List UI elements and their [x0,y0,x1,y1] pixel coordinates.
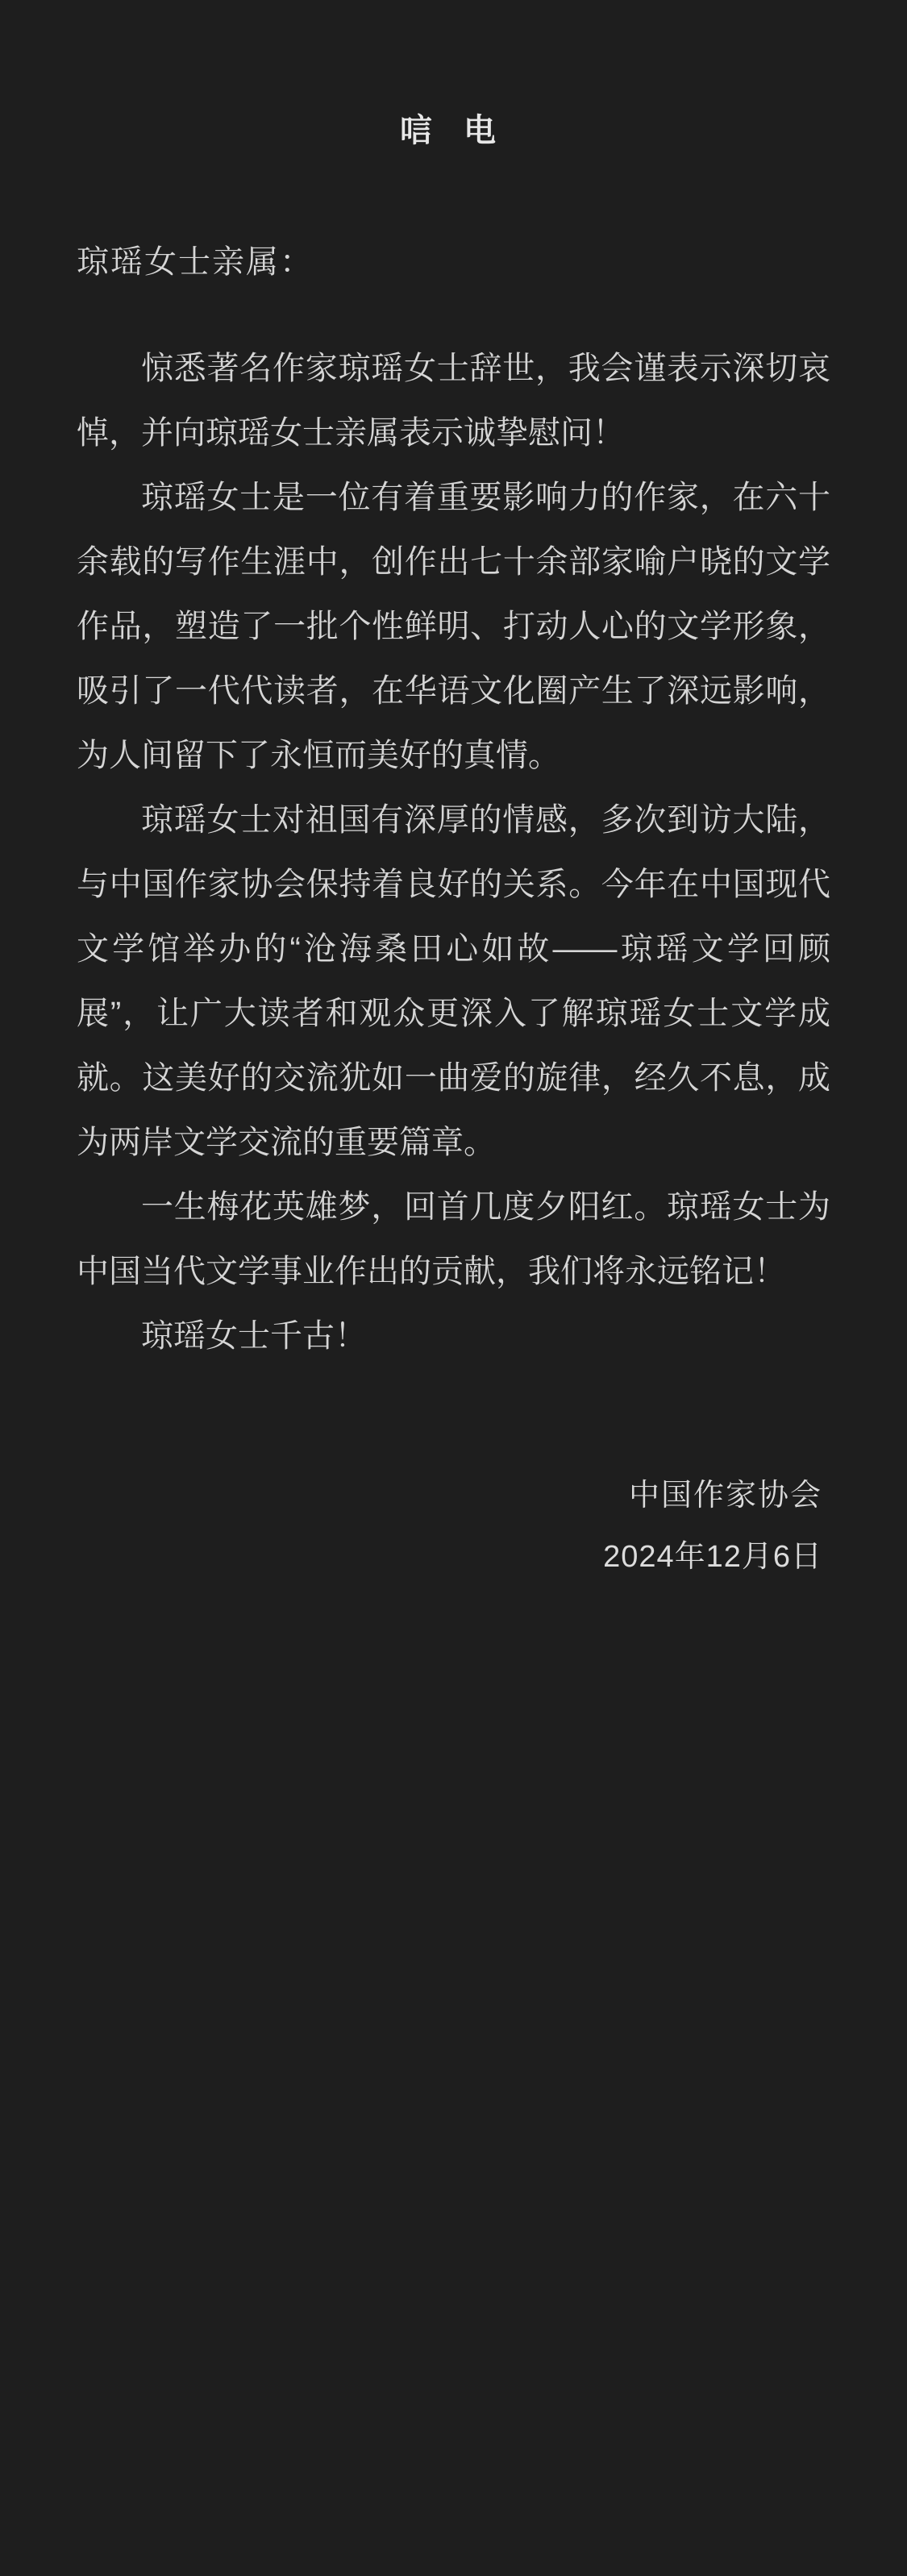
signature-date: 2024年12月6日 [603,1540,822,1574]
document-title: 唁 电 [399,113,508,148]
body-paragraph: 琼瑶女士对祖国有深厚的情感，多次到访大陆，与中国作家协会保持着良好的关系。今年在中国现代文学馆举办的“沧海桑田心如故——琼瑶文学回顾展”，让广大读者和观众更深入了解琼瑶女士文学成就。这美好的交流犹如一曲爱的旋律，经久不息，成为两岸文学交流的重要篇章。 [77,802,830,1160]
salutation-line: 琼瑶女士亲属： [77,244,314,280]
document-body [77,336,830,1368]
signature-organization: 中国作家协会 [628,1479,822,1513]
body-paragraph: 惊悉著名作家琼瑶女士辞世，我会谨表示深切哀悼，并向琼瑶女士亲属表示诚挚慰问！ [77,351,830,451]
body-paragraph: 琼瑶女士千古！ [141,1318,367,1354]
body-paragraph: 琼瑶女士是一位有着重要影响力的作家，在六十余载的写作生涯中，创作出七十余部家喻户晓的文学作品，塑造了一批个性鲜明、打动人心的文学形象，吸引了一代代读者，在华语文化圈产生了深远影响，为人间留下了永恒而美好的真情。 [77,480,830,773]
body-paragraph: 一生梅花英雄梦，回首几度夕阳红。琼瑶女士为中国当代文学事业作出的贡献，我们将永远铭记！ [77,1189,830,1289]
